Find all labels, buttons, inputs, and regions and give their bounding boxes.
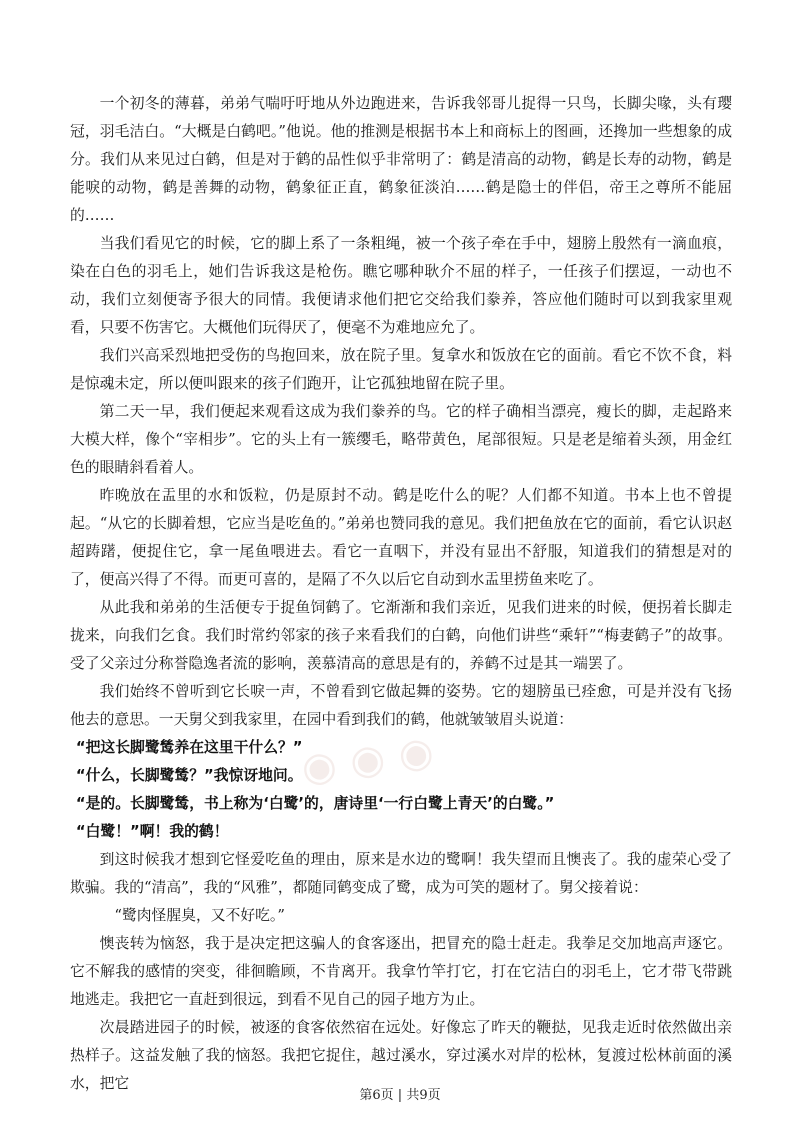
watermark-graphic: ◉ ◉ ◉ [298,728,437,793]
paragraph: 我们兴高采烈地把受伤的鸟抱回来，放在院子里。复拿水和饭放在它的面前。看它不饮不食，料是惊魂未定，所以便叫跟来的孩子们跑开，让它孤独地留在院子里。 [70,347,732,392]
paragraph: 懊丧转为恼怒，我于是决定把这骗人的食客逐出，把冒充的隐士赶走。我拳足交加地高声逐它。它不解我的感情的突变，徘徊瞻顾，不肯离开。我拿竹竿打它，打在它洁白的羽毛上，它才带飞带跳地逃走。我把它一直赶到很远，到看不见自己的园子地方为止。 [70,935,732,1008]
dialog-line: “什么，长脚鹭鸶？”我惊讶地问。 [75,767,303,784]
quote-line: “鹭肉怪腥臭，又不好吃。” [114,907,285,924]
paragraph: 我们始终不曾听到它长唳一声，不曾看到它做起舞的姿势。它的翅膀虽已痊愈，可是并没有飞扬他去的意思。一天舅父到我家里，在园中看到我们的鹤，他就皱皱眉头说道： [70,683,732,728]
article-body [70,90,732,1098]
paragraph: 次晨踏进园子的时候，被逐的食客依然宿在远处。好像忘了昨天的鞭挞，见我走近时依然做出亲热样子。这益发触了我的恼怒。我把它捉住，越过溪水，穿过溪水对岸的松林，复渡过松林前面的溪水，把它 [70,1019,732,1092]
paragraph: 从此我和弟弟的生活便专于捉鱼饲鹤了。它渐渐和我们亲近，见我们进来的时候，便拐着长脚走拢来，向我们乞食。我们时常约邻家的孩子来看我们的白鹤，向他们讲些“乘轩”“梅妻鹤子”的故事。受了父亲过分称誉隐逸者流的影响，羡慕清高的意思是有的，养鹤不过是其一端罢了。 [70,599,732,672]
dialog-line: “把这长脚鹭鸶养在这里干什么？” [75,739,303,756]
dialog-line: “是的。长脚鹭鸶，书上称为‘白鹭’的，唐诗里‘一行白鹭上青天’的白鹭。” [75,795,555,812]
paragraph: 当我们看见它的时候，它的脚上系了一条粗绳，被一个孩子牵在手中，翅膀上殷然有一滴血痕，染在白色的羽毛上，她们告诉我这是枪伤。瞧它哪种耿介不屈的样子，一任孩子们摆逗，一动也不动，我们立刻便寄予很大的同情。我便请求他们把它交给我们豢养，答应他们随时可以到我家里观看，只要不伤害它。大概他们玩得厌了，便毫不为难地应允了。 [70,235,732,336]
paragraph: 一个初冬的薄暮，弟弟气喘吁吁地从外边跑进来，告诉我邻哥儿捉得一只鸟，长脚尖喙，头有璎冠，羽毛洁白。“大概是白鹤吧。”他说。他的推测是根据书本上和商标上的图画，还搀加一些想象的成分。我们从来见过白鹤，但是对于鹤的品性似乎非常明了：鹤是清高的动物，鹤是长寿的动物，鹤是能唳的动物，鹤是善舞的动物，鹤象征正直，鹤象征淡泊……鹤是隐士的伴侣，帝王之尊所不能屈的…… [70,95,732,224]
paragraph: 昨晚放在盂里的水和饭粒，仍是原封不动。鹤是吃什么的呢？人们都不知道。书本上也不曾提起。“从它的长脚着想，它应当是吃鱼的。”弟弟也赞同我的意见。我们把鱼放在它的面前，看它认识赵超踌躇，便捉住它，拿一尾鱼喂进去。看它一直咽下，并没有显出不舒服，知道我们的猜想是对的了，便高兴得了不得。而更可喜的，是隔了不久以后它自动到水盂里捞鱼来吃了。 [70,487,732,588]
paragraph: 到这时候我才想到它怪爱吃鱼的理由，原来是水边的鹭啊！我失望而且懊丧了。我的虚荣心受了欺骗。我的“清高”，我的“风雅”，都随同鹤变成了鹭，成为可笑的题材了。舅父接着说： [70,851,732,896]
paragraph: 第二天一早，我们便起来观看这成为我们豢养的鸟。它的样子确相当漂亮，瘦长的脚，走起路来大模大样，像个“宰相步”。它的头上有一簇缨毛，略带黄色，尾部很短。只是老是缩着头颈，用金红色的眼睛斜看着人。 [70,403,732,476]
dialog-line: “白鹭！”啊！我的鹤！ [75,823,229,840]
page-footer: 第6页 | 共9页 [359,1088,441,1103]
